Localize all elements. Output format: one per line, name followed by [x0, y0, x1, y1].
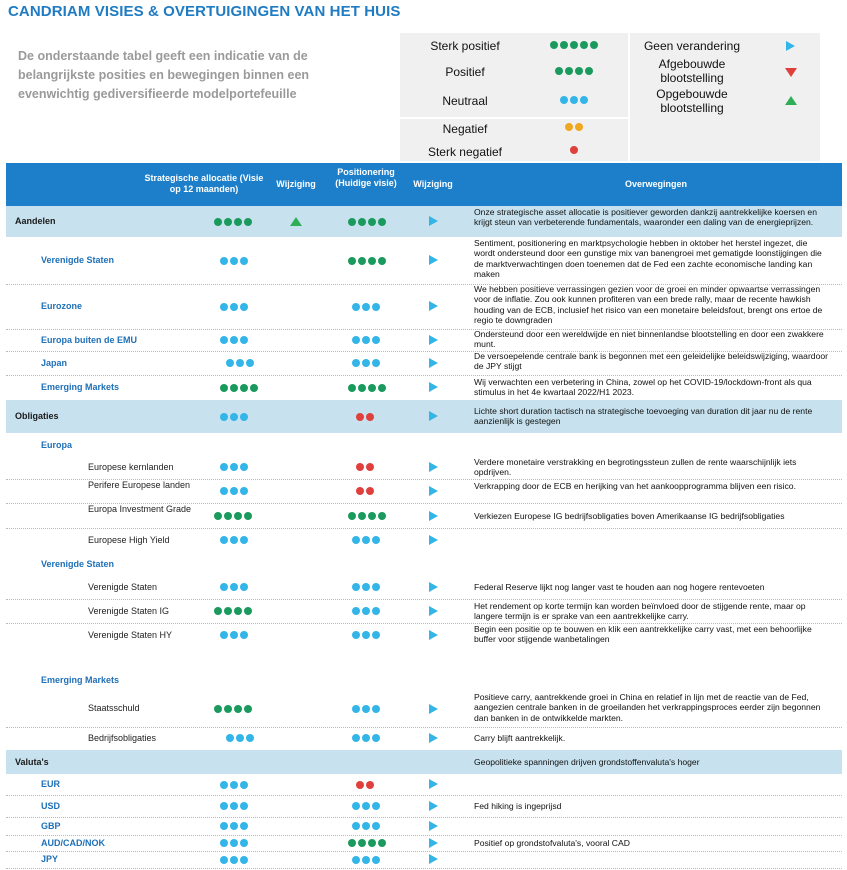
legend-dots-positief	[555, 67, 593, 75]
strategic-dots	[214, 705, 252, 713]
positioning-dots	[352, 705, 380, 713]
strategic-dots	[226, 734, 254, 742]
positioning-dots	[348, 384, 386, 392]
increase-icon	[785, 96, 797, 105]
strategic-dots	[226, 359, 254, 367]
row-note: Positieve carry, aantrekkende groei in China en relatief in lijn met de reactie van de Fed, aangezien centrale banken in de groeilanden het verkrappingsproces eerder zijn begonnen dan banken in de ontwikkelde markten.	[474, 692, 821, 723]
row-note: Geopolitieke spanningen drijven grondstoffenvaluta's hoger	[474, 757, 700, 767]
table-row	[6, 206, 842, 237]
table-row	[6, 284, 842, 330]
row-note: Verdere monetaire verstrakking en begrotingssteun zullen de rente waarschijnlijk iets opdrijven.	[474, 457, 797, 478]
header-change-1: Wijziging	[276, 179, 316, 189]
row-label: USD	[41, 801, 61, 811]
row-label: Emerging Markets	[41, 675, 120, 685]
table-header	[6, 163, 842, 206]
no-change-icon	[429, 801, 438, 811]
table-row	[6, 835, 842, 852]
positioning-dots	[352, 802, 380, 810]
strategic-dots	[220, 583, 248, 591]
positioning-dots	[352, 631, 380, 639]
no-change-icon	[429, 821, 438, 831]
positioning-dots	[352, 822, 380, 830]
legend-label-negatief: Negatief	[442, 122, 488, 136]
table-row	[6, 669, 842, 691]
positioning-dots	[348, 218, 386, 226]
no-change-icon	[429, 255, 438, 265]
strategic-dots	[220, 631, 248, 639]
strategic-dots	[214, 512, 252, 520]
table-row	[6, 433, 842, 455]
strategic-dots	[214, 607, 252, 615]
table-row	[6, 774, 842, 796]
no-change-icon	[429, 486, 438, 496]
positioning-dots	[356, 413, 374, 421]
positioning-dots	[356, 487, 374, 495]
no-change-icon	[429, 335, 438, 345]
row-note: Sentiment, positionering en marktpsychologie hebben in oktober het herstel ingezet, die wordt ondersteund door een gunstige mix van banengroei met gematigde loonstijgingen die de marktverwachtingen doen toenemen dat de Fed een zachte economische landing kan maken	[474, 238, 822, 280]
table-row	[6, 750, 842, 774]
no-change-icon	[429, 606, 438, 616]
table-row	[6, 623, 842, 647]
row-label: Verenigde Staten HY	[88, 630, 173, 640]
table-row	[6, 691, 842, 728]
no-change-icon	[429, 358, 438, 368]
row-note: Carry blijft aantrekkelijk.	[474, 733, 566, 743]
positioning-dots	[352, 303, 380, 311]
strategic-dots	[220, 257, 248, 265]
no-change-icon	[429, 779, 438, 789]
strategic-dots	[220, 822, 248, 830]
positioning-dots	[348, 512, 386, 520]
row-note: Federal Reserve lijkt nog langer vast te houden aan nog hogere rentevoeten	[474, 582, 765, 592]
table-row	[6, 599, 842, 624]
header-positioning: Positionering (Huidige visie)	[335, 167, 397, 188]
header-change-2: Wijziging	[413, 179, 453, 189]
row-label: EUR	[41, 779, 61, 789]
no-change-icon	[429, 582, 438, 592]
strategic-dots	[220, 487, 248, 495]
page-title: CANDRIAM VISIES & OVERTUIGINGEN VAN HET HUIS	[8, 3, 401, 20]
table-row	[6, 455, 842, 480]
no-change-icon	[429, 704, 438, 714]
row-note: Begin een positie op te bouwen en klik een aantrekkelijke carry vast, met een behoorlijke buffer voor stijgende wanbetalingen	[474, 624, 812, 645]
table-row	[6, 503, 842, 529]
legend-label-sterk-positief: Sterk positief	[430, 39, 500, 53]
table-row	[6, 237, 842, 285]
no-change-icon	[429, 382, 438, 392]
legend-dots-negatief	[565, 123, 583, 131]
no-change-icon	[429, 411, 438, 421]
positioning-dots	[352, 734, 380, 742]
row-label: Perifere Europese landen	[88, 480, 191, 490]
strategic-dots	[220, 384, 258, 392]
strategic-dots	[220, 802, 248, 810]
no-change-icon	[429, 462, 438, 472]
legend-dots-sterk-positief	[550, 41, 598, 49]
row-note: Het rendement op korte termijn kan worden beïnvloed door de stijgende rente, maar op langere termijn is er sprake van een aantrekkelijke carry.	[474, 601, 806, 622]
legend-label-afgebouwde: Afgebouwde blootstelling	[658, 57, 726, 85]
row-note: Onze strategische asset allocatie is positiever geworden dankzij aantrekkelijke koersen en krijgt steun van verbeterende fundamentals, waaronder een daling van de energieprijzen.	[474, 207, 817, 228]
positioning-dots	[352, 607, 380, 615]
row-label: Europese High Yield	[88, 535, 170, 545]
table-row	[6, 552, 842, 575]
positioning-dots	[348, 839, 386, 847]
strategic-dots	[220, 303, 248, 311]
legend-dots-sterk-negatief	[570, 146, 578, 154]
row-label: Bedrijfsobligaties	[88, 733, 157, 743]
no-change-icon	[429, 838, 438, 848]
strategic-dots	[220, 536, 248, 544]
positioning-dots	[356, 781, 374, 789]
row-note: We hebben positieve verrassingen gezien voor de groei en minder opwaartse verrassingen voor de inflatie. Zou ook kunnen profiteren van een brede rally, maar de recente hawkish houding van de ECB, inclusief het risico van een monetaire beleidsfout, brengt ons ertoe de regio te downgraden	[474, 284, 823, 326]
row-label: Eurozone	[41, 301, 83, 311]
legend-dots-neutraal	[560, 96, 588, 104]
strategic-dots	[220, 463, 248, 471]
row-label: Emerging Markets	[41, 382, 120, 392]
legend-label-opgebouwde: Opgebouwde blootstelling	[656, 87, 728, 115]
positioning-dots	[352, 336, 380, 344]
intro-text: De onderstaande tabel geeft een indicatie van de belangrijkste posities en bewegingen binnen een evenwichtig gediversifieerde modelportefeuille	[18, 49, 310, 101]
table-row	[6, 479, 842, 504]
positioning-dots	[352, 359, 380, 367]
row-label: Europa	[41, 440, 73, 450]
no-change-icon	[429, 854, 438, 864]
row-note: Ondersteund door een wereldwijde en niet binnenlandse blootstelling en door een zwakkere munt.	[474, 329, 824, 350]
table-row	[6, 400, 842, 433]
no-change-icon	[429, 535, 438, 545]
row-label: AUD/CAD/NOK	[41, 838, 105, 848]
row-label: Valuta's	[15, 757, 49, 767]
increase-icon	[290, 217, 302, 226]
positioning-dots	[352, 536, 380, 544]
row-label: Europa buiten de EMU	[41, 335, 138, 345]
header-strategic: Strategische allocatie (Visie op 12 maanden)	[144, 173, 264, 194]
table-row	[6, 528, 842, 552]
header-considerations: Overwegingen	[624, 179, 687, 189]
strategic-dots	[220, 839, 248, 847]
positioning-dots	[352, 856, 380, 864]
decrease-icon	[785, 68, 797, 77]
row-note: Verkiezen Europese IG bedrijfsobligaties boven Amerikaanse IG bedrijfsobligaties	[474, 511, 785, 521]
no-change-icon	[429, 733, 438, 743]
no-change-icon	[429, 511, 438, 521]
legend-label-neutraal: Neutraal	[442, 94, 488, 108]
row-label: Obligaties	[15, 411, 59, 421]
legend	[400, 33, 820, 161]
row-note: Lichte short duration tactisch na strategische toevoeging van duration dit jaar nu de rente aanzienlijk is gestegen	[474, 406, 813, 427]
row-label: Europese kernlanden	[88, 462, 174, 472]
row-label: Europa Investment Grade	[88, 504, 192, 514]
positioning-dots	[356, 463, 374, 471]
legend-label-sterk-negatief: Sterk negatief	[427, 145, 503, 159]
table-row	[6, 851, 842, 869]
row-label: Verenigde Staten	[88, 582, 158, 592]
no-change-icon	[786, 41, 795, 51]
row-label: Verenigde Staten IG	[88, 606, 170, 616]
strategic-dots	[220, 781, 248, 789]
table-row	[6, 795, 842, 818]
table-row	[6, 329, 842, 352]
table-row	[6, 817, 842, 836]
row-note: De versoepelende centrale bank is begonnen met een geleidelijke beleidswijziging, waardoor de JPY stijgt	[474, 351, 829, 372]
positioning-dots	[352, 583, 380, 591]
strategic-dots	[220, 336, 248, 344]
row-label: Aandelen	[15, 216, 56, 226]
row-label: Staatsschuld	[88, 703, 140, 713]
table-row	[6, 351, 842, 376]
table-row	[6, 727, 842, 749]
legend-label-geen-verandering: Geen verandering	[643, 39, 741, 53]
table-row	[6, 575, 842, 600]
strategic-dots	[214, 218, 252, 226]
row-label: Japan	[41, 358, 68, 368]
positioning-dots	[348, 257, 386, 265]
row-note: Wij verwachten een verbetering in China, zowel op het COVID-19/lockdown-front als qua stimulus in het 4e kwartaal 2022/H1 2023.	[474, 377, 812, 398]
row-note: Positief op grondstofvaluta's, vooral CAD	[474, 838, 630, 848]
no-change-icon	[429, 216, 438, 226]
strategic-dots	[220, 856, 248, 864]
row-note: Fed hiking is ingeprijsd	[474, 801, 562, 811]
row-label: Verenigde Staten	[41, 255, 115, 265]
row-label: Verenigde Staten	[41, 559, 115, 569]
row-label: GBP	[41, 821, 61, 831]
row-note: Verkrapping door de ECB en herijking van het aankoopprogramma blijven een risico.	[474, 481, 796, 491]
no-change-icon	[429, 301, 438, 311]
row-label: JPY	[41, 854, 59, 864]
table-row	[6, 375, 842, 401]
no-change-icon	[429, 630, 438, 640]
strategic-dots	[220, 413, 248, 421]
legend-label-positief: Positief	[445, 65, 485, 79]
